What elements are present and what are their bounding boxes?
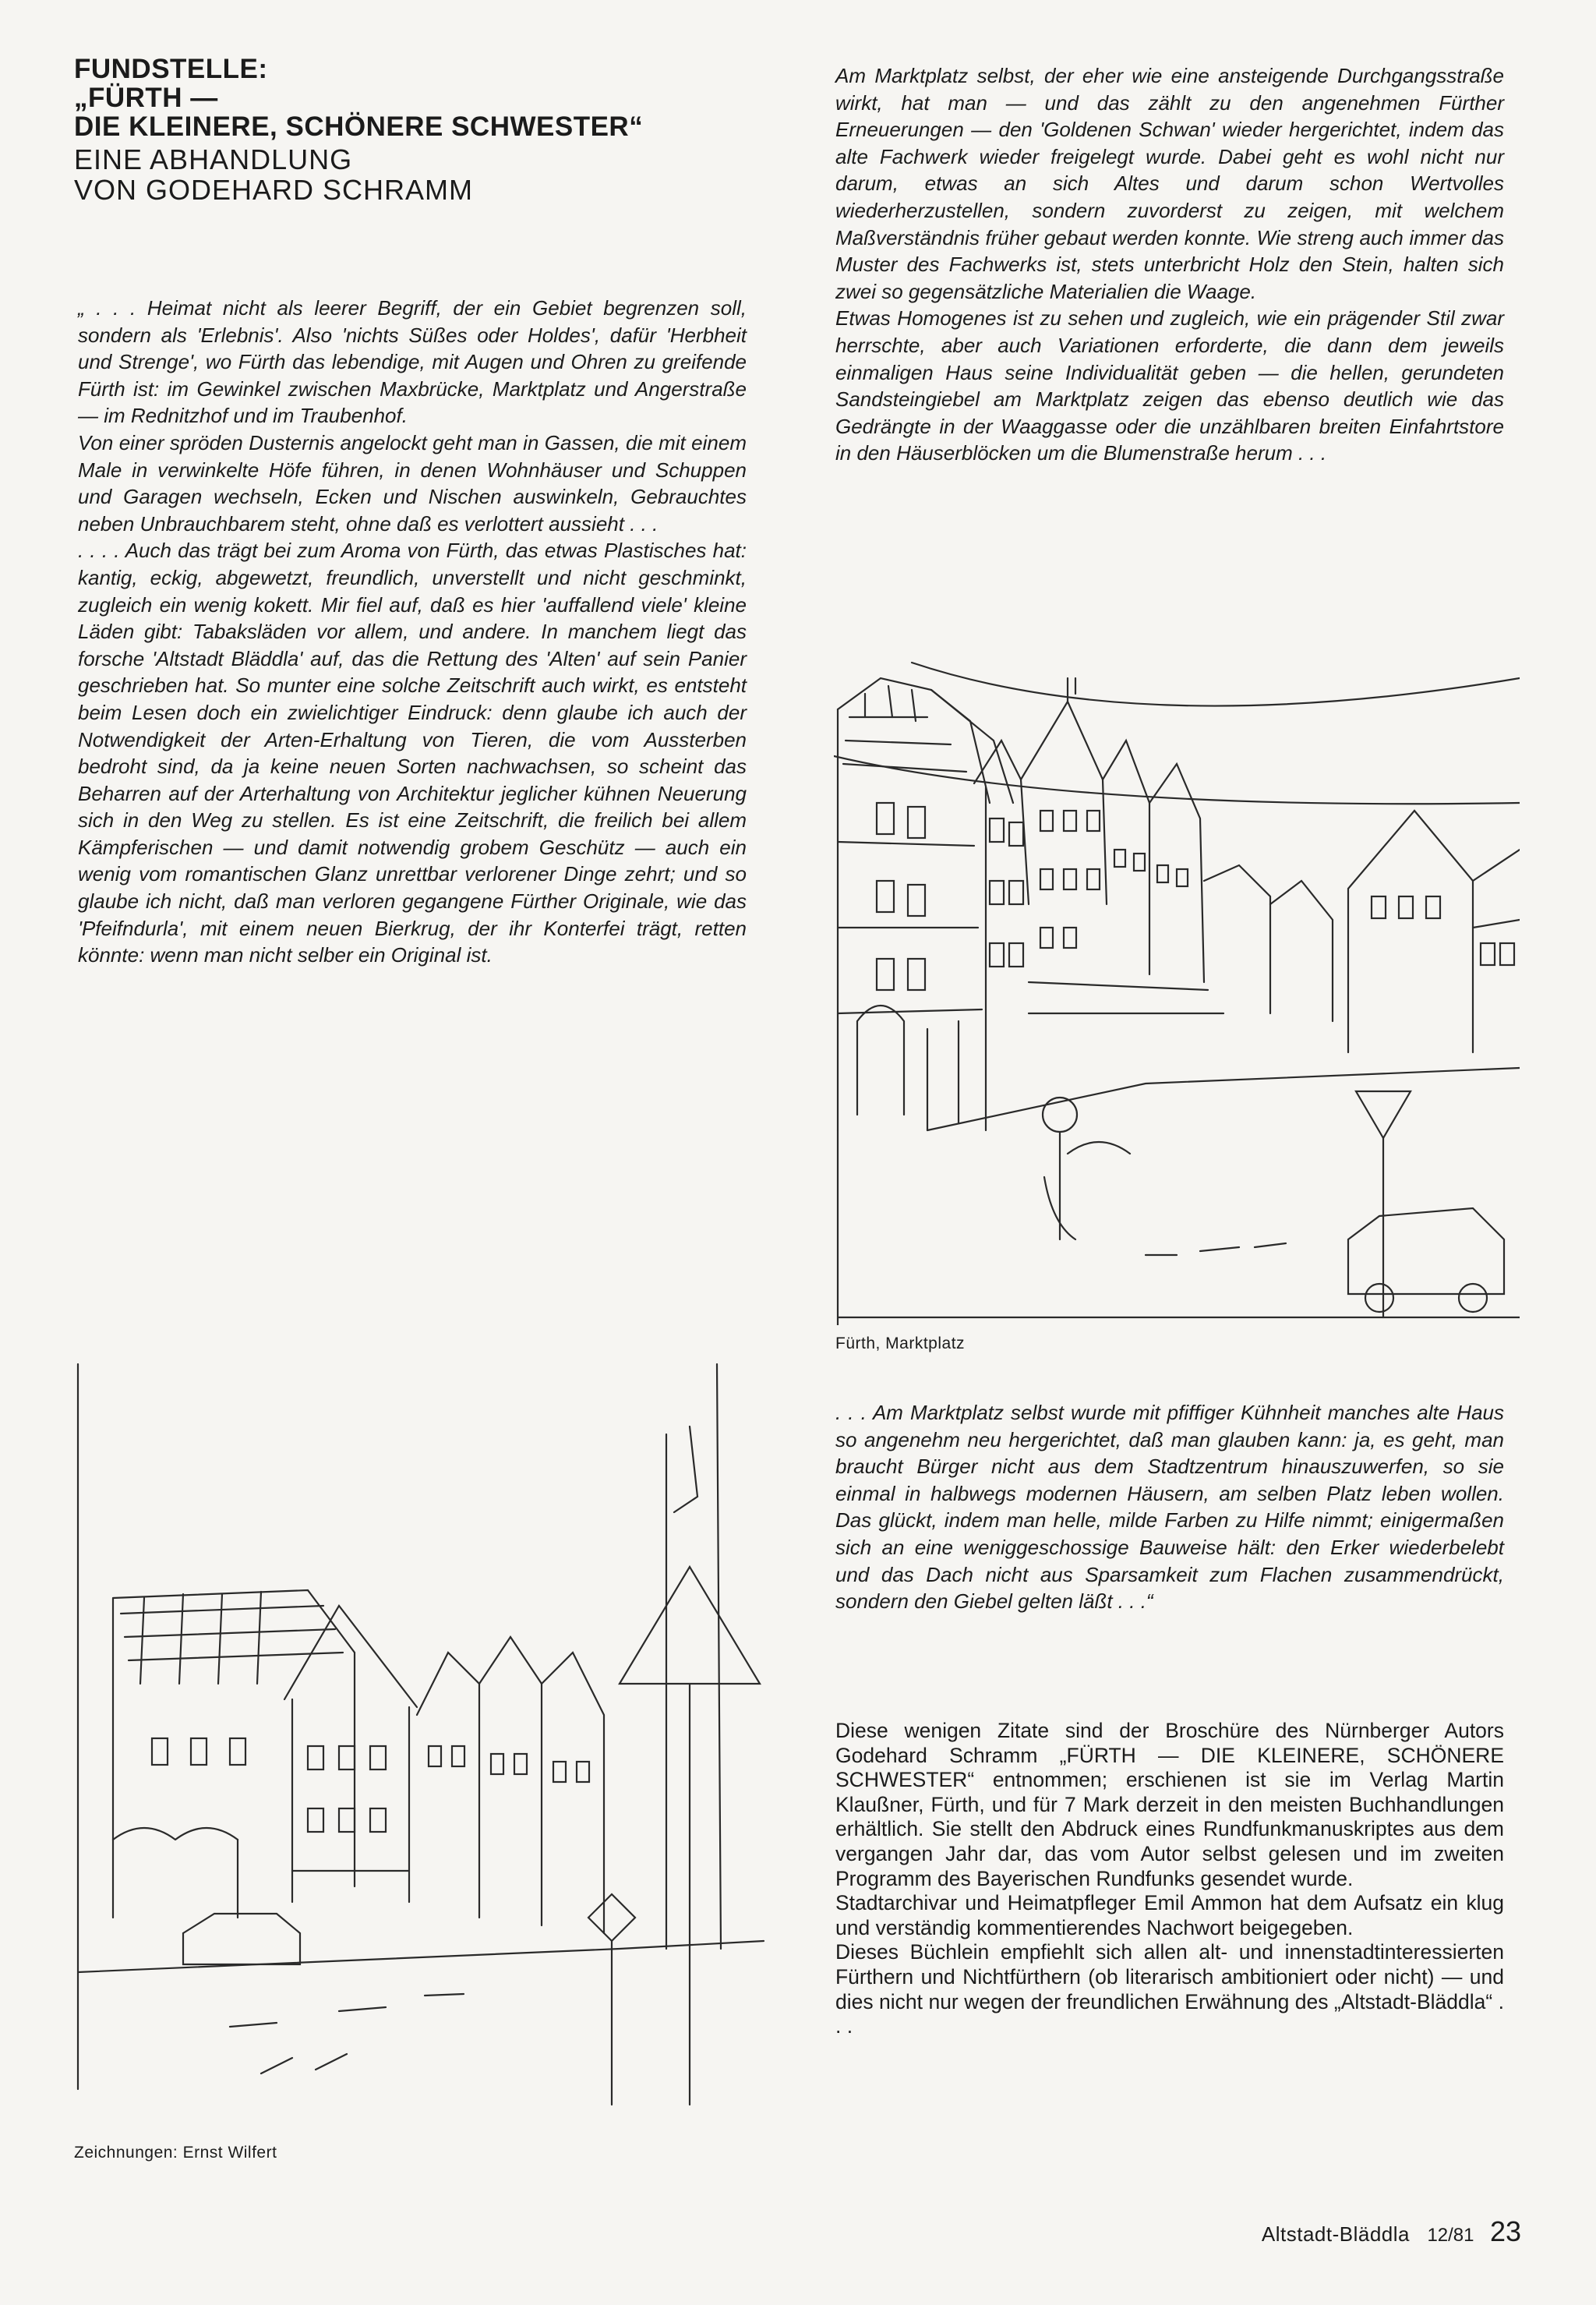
quote-paragraph: Von einer spröden Dusternis angelockt geht man in Gassen, die mit einem Male in verwinkelte Höfe führen, in denen Wohnhäuser und Schuppen und Garagen wechseln, Ecken und Nischen auswinkeln, Gebrauchtes neben Unbrauchbarem steht, ohne daß es verlottert aussieht . . . (78, 430, 747, 536)
quote-paragraph: . . . Am Marktplatz selbst wurde mit pfiffiger Kühnheit manches alte Haus so angenehm neu hergerichtet, daß man glauben kann: ja, es geht, man braucht Bürger nicht aus dem Stadtzentrum hinauszuwerfen, so sie einmal in halbwegs modernen Häusern, am selben Platz leben wollen. Das glückt, indem man helle, milde Farben zu Hilfe nimmt; einigermaßen sich an eine weniggeschossige Bauweise hält: den Erker wiederbelebt und das Dach nicht aus Sparsamkeit zum Flachen zusammendrückt, sondern den Giebel gelten läßt . . .“ (835, 1401, 1504, 1614)
drawing-credit: Zeichnungen: Ernst Wilfert (74, 2144, 277, 2162)
page-number: 23 (1489, 2215, 1521, 2247)
article-header (74, 55, 775, 205)
drawing-street (74, 1247, 768, 2136)
quote-paragraph: Am Marktplatz selbst, der eher wie eine ansteigende Durchgangsstraße wirkt, hat man — und das zählt zu den angenehmen Fürther Erneuerungen — den 'Goldenen Schwan' wieder hergerichtet, indem das alte Fachwerk wieder freigelegt wurde. Dabei geht es wohl nicht nur darum, etwas an sich Altes und darum schon Wertvolles wiederherzustellen, sondern zuvorderst zu zeigen, mit welchem Maßverständnis früher gebaut werden konnte. Wie streng auch immer das Muster des Fachwerks ist, stets unterbricht Holz den Stein, halten sich zwei so gegensätzliche Materialien die Waage. (835, 64, 1504, 303)
note-paragraph: Diese wenigen Zitate sind der Broschüre des Nürnberger Autors Godehard Schramm „FÜRTH — DIE KLEINERE, SCHÖNERE SCHWESTER“ entnommen; erschienen ist sie im Verlag Martin Klaußner, Fürth, und für 7 Mark derzeit in den meisten Buchhandlungen erhältlich. Sie stellt den Abdruck eines Rundfunkmanuskriptes aus dem vergangen Jahr dar, das vom Autor selbst gelesen und im zweiten Programm des Bayerischen Rundfunks gesendet wurde. (835, 1719, 1504, 1890)
quote-paragraph: „ . . . Heimat nicht als leerer Begriff, der ein Gebiet begrenzen soll, sondern als 'Erlebnis'. Also 'nichts Süßes oder Holdes', dafür 'Herbheit und Strenge', wo Fürth das lebendige, mit Augen und Ohren zu greifende Fürth ist: im Gewinkel zwischen Maxbrücke, Marktplatz und Angerstraße — im Rednitzhof und im Traubenhof. (78, 296, 747, 428)
editorial-note (835, 1719, 1504, 2039)
drawing-caption: Fürth, Marktplatz (835, 1335, 966, 1352)
quote-paragraph: Etwas Homogenes ist zu sehen und zugleich, wie ein prägender Stil zwar herrschte, aber auch Variationen erforderte, die dann dem jeweils einmaligen Haus seine Individualität geben — die hellen, gerundeten Sandsteingiebel am Marktplatz zeigen das ebenso deutlich wie das Gedrängte in der Waaggasse oder die unzählbaren breiten Einfahrtstore in den Häuserblöcken um die Blumenstraße herum . . . (835, 306, 1504, 465)
right-quote-2 (835, 1399, 1504, 1615)
left-quote (78, 295, 747, 969)
publication-name: Altstadt-Bläddla (1261, 2222, 1410, 2246)
title-line-2: „FÜRTH — (74, 83, 218, 113)
note-paragraph: Dieses Büchlein empfiehlt sich allen alt- und innenstadtinteressierten Fürthern und Nichtfürthern (ob literarisch ambitioniert oder nicht) — und dies nicht nur wegen der freundlichen Erwähnung des „Altstadt-Bläddla“ . . . (835, 1940, 1504, 2038)
quote-paragraph: . . . . Auch das trägt bei zum Aroma von Fürth, das etwas Plastisches hat: kantig, eckig, abgewetzt, freundlich, unverstellt und nicht geschminkt, zugleich ein wenig kokett. Mir fiel auf, daß es hier 'auffallend viele' kleine Läden gibt: Tabaksläden vor allem, und andere. In manchem liegt das forsche 'Altstadt Bläddla' auf, das die Rettung des 'Alten' auf sein Panier geschrieben hat. So munter eine solche Zeitschrift auch wirkt, es entsteht beim Lesen doch ein zwielichtiger Eindruck: denn glaube ich auch der Notwendigkeit der Arten-Erhaltung von Tieren, die vom Aussterben bedroht sind, da ja keine neuen Sorten nachwachsen, so scheint das Beharren auf der Arterhaltung von Architektur jeglicher kühnen Neuerung sich in den Weg zu stellen. Es ist eine Zeitschrift, die freilich bei allem Kämpferischen — und damit notwendig grobem Geschütz — auch ein wenig vom romantischen Glanz unrettbar verlorener Dinge zehrt; und so glaube ich nicht, daß man verloren gegangene Fürther Originale, wie das 'Pfeifndurla', mit einem neuen Bierkrug, der ihr Konterfei trägt, retten könnte: wenn man nicht selber ein Original ist. (78, 539, 747, 967)
subtitle-line-1: EINE ABHANDLUNG (74, 143, 353, 175)
note-paragraph: Stadtarchivar und Heimatpfleger Emil Ammon hat dem Aufsatz ein klug und verständig kommentierendes Nachwort beigegeben. (835, 1891, 1504, 1939)
title-line-3: DIE KLEINERE, SCHÖNERE SCHWESTER“ (74, 111, 644, 142)
article-subtitle (74, 144, 775, 205)
right-quote (835, 62, 1504, 467)
title-line-1: FUNDSTELLE: (74, 54, 268, 84)
page-footer (1262, 2215, 1521, 2248)
subtitle-line-2: VON GODEHARD SCHRAMM (74, 174, 474, 206)
drawing-marktplatz (834, 647, 1520, 1325)
issue-number: 12/81 (1427, 2225, 1474, 2246)
